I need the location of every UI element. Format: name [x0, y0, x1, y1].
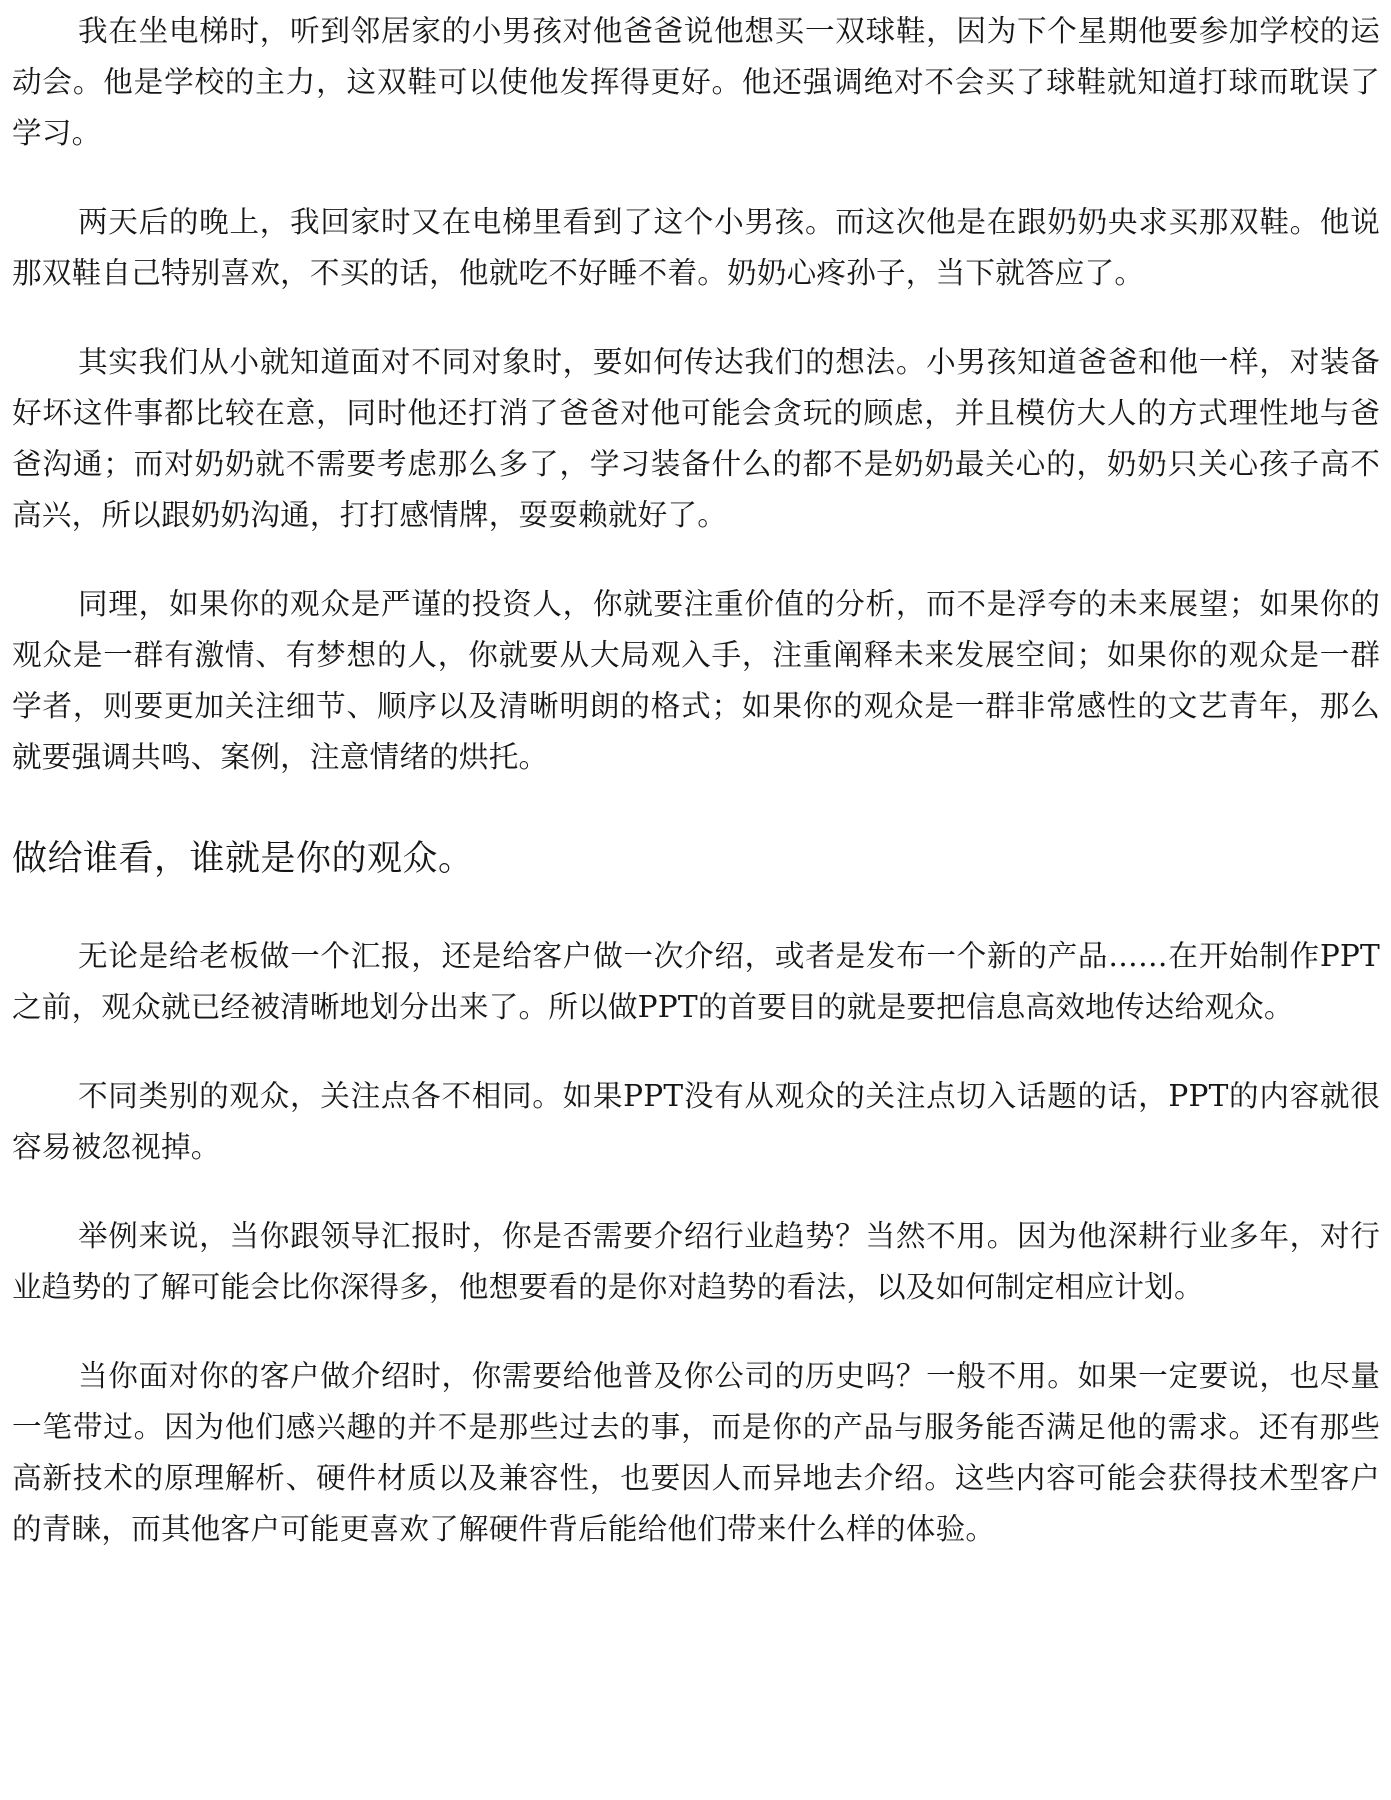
- paragraph-audience-focus: 不同类别的观众，关注点各不相同。如果PPT没有从观众的关注点切入话题的话，PPT的内容就很容易被忽视掉。: [12, 1079, 1380, 1164]
- paragraph-audience-types: 同理，如果你的观众是严谨的投资人，你就要注重价值的分析，而不是浮夸的未来展望；如果你的观众是一群有激情、有梦想的人，你就要从大局观入手，注重阐释未来发展空间；如果你的观众是一群学者，则要更加关注细节、顺序以及清晰明朗的格式；如果你的观众是一群非常感性的文艺青年，那么就要强调共鸣、案例，注意情绪的烘托。: [12, 587, 1380, 774]
- paragraph-elevator-father: 我在坐电梯时，听到邻居家的小男孩对他爸爸说他想买一双球鞋，因为下个星期他要参加学校的运动会。他是学校的主力，这双鞋可以使他发挥得更好。他还强调绝对不会买了球鞋就知道打球而耽误了学习。: [12, 14, 1380, 150]
- paragraph-elevator-grandma: 两天后的晚上，我回家时又在电梯里看到了这个小男孩。而这次他是在跟奶奶央求买那双鞋。他说那双鞋自己特别喜欢，不买的话，他就吃不好睡不着。奶奶心疼孙子，当下就答应了。: [12, 205, 1380, 290]
- document-page: [12, 6, 1380, 1593]
- paragraph-communication-insight: 其实我们从小就知道面对不同对象时，要如何传达我们的想法。小男孩知道爸爸和他一样，对装备好坏这件事都比较在意，同时他还打消了爸爸对他可能会贪玩的顾虑，并且模仿大人的方式理性地与爸爸沟通；而对奶奶就不需要考虑那么多了，学习装备什么的都不是奶奶最关心的，奶奶只关心孩子高不高兴，所以跟奶奶沟通，打打感情牌，耍耍赖就好了。: [12, 345, 1380, 532]
- paragraph-leader-example: 举例来说，当你跟领导汇报时，你是否需要介绍行业趋势？当然不用。因为他深耕行业多年，对行业趋势的了解可能会比你深得多，他想要看的是你对趋势的看法，以及如何制定相应计划。: [12, 1219, 1380, 1304]
- section-heading: 做给谁看，谁就是你的观众。: [12, 839, 474, 879]
- paragraph-ppt-purpose: 无论是给老板做一个汇报，还是给客户做一次介绍，或者是发布一个新的产品……在开始制作PPT之前，观众就已经被清晰地划分出来了。所以做PPT的首要目的就是要把信息高效地传达给观众。: [12, 939, 1380, 1024]
- paragraph-client-example: 当你面对你的客户做介绍时，你需要给他普及你公司的历史吗？一般不用。如果一定要说，也尽量一笔带过。因为他们感兴趣的并不是那些过去的事，而是你的产品与服务能否满足他的需求。还有那些高新技术的原理解析、硬件材质以及兼容性，也要因人而异地去介绍。这些内容可能会获得技术型客户的青睐，而其他客户可能更喜欢了解硬件背后能给他们带来什么样的体验。: [12, 1359, 1380, 1546]
